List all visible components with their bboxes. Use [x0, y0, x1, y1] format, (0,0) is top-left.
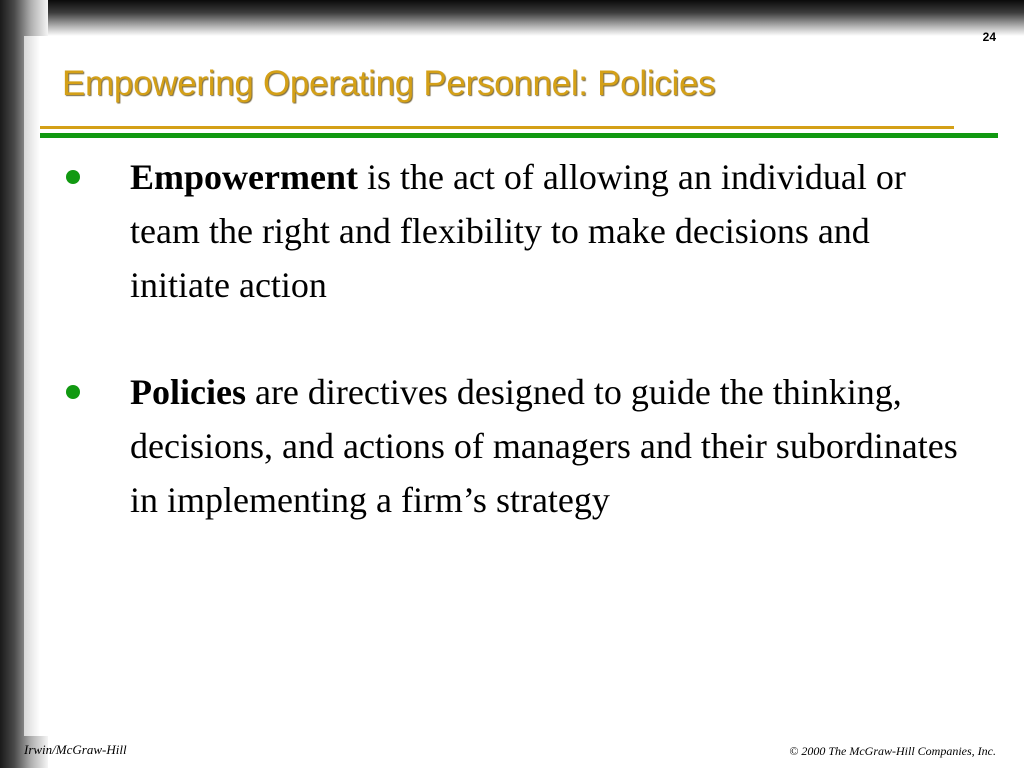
- bullet-text: is the act of allowing an individual or team the right and flexibility to make decisions and initiate action: [130, 157, 906, 305]
- top-frame-shade: [0, 0, 1024, 36]
- footer-publisher: Irwin/McGraw-Hill: [24, 742, 127, 757]
- bullet-dot-icon: [66, 170, 80, 184]
- bullet-item: [60, 150, 960, 312]
- bullet-dot-icon: [66, 385, 80, 399]
- slide-number: 24: [982, 30, 996, 44]
- title-rule-green: [40, 133, 998, 138]
- bullet-term: Policies: [130, 372, 246, 412]
- bullet-item: [60, 365, 960, 527]
- slide-title: Empowering Operating Personnel: Policies: [62, 64, 716, 103]
- left-frame-bevel: [24, 36, 40, 736]
- bullet-term: Empowerment: [130, 157, 358, 197]
- bullet-text: are directives designed to guide the thinking, decisions, and actions of managers and their subordinates in implementing a firm’s strategy: [130, 372, 958, 520]
- title-rule-gold: [40, 126, 954, 129]
- footer-copyright: © 2000 The McGraw-Hill Companies, Inc.: [789, 744, 996, 758]
- bullet-list: [60, 150, 960, 527]
